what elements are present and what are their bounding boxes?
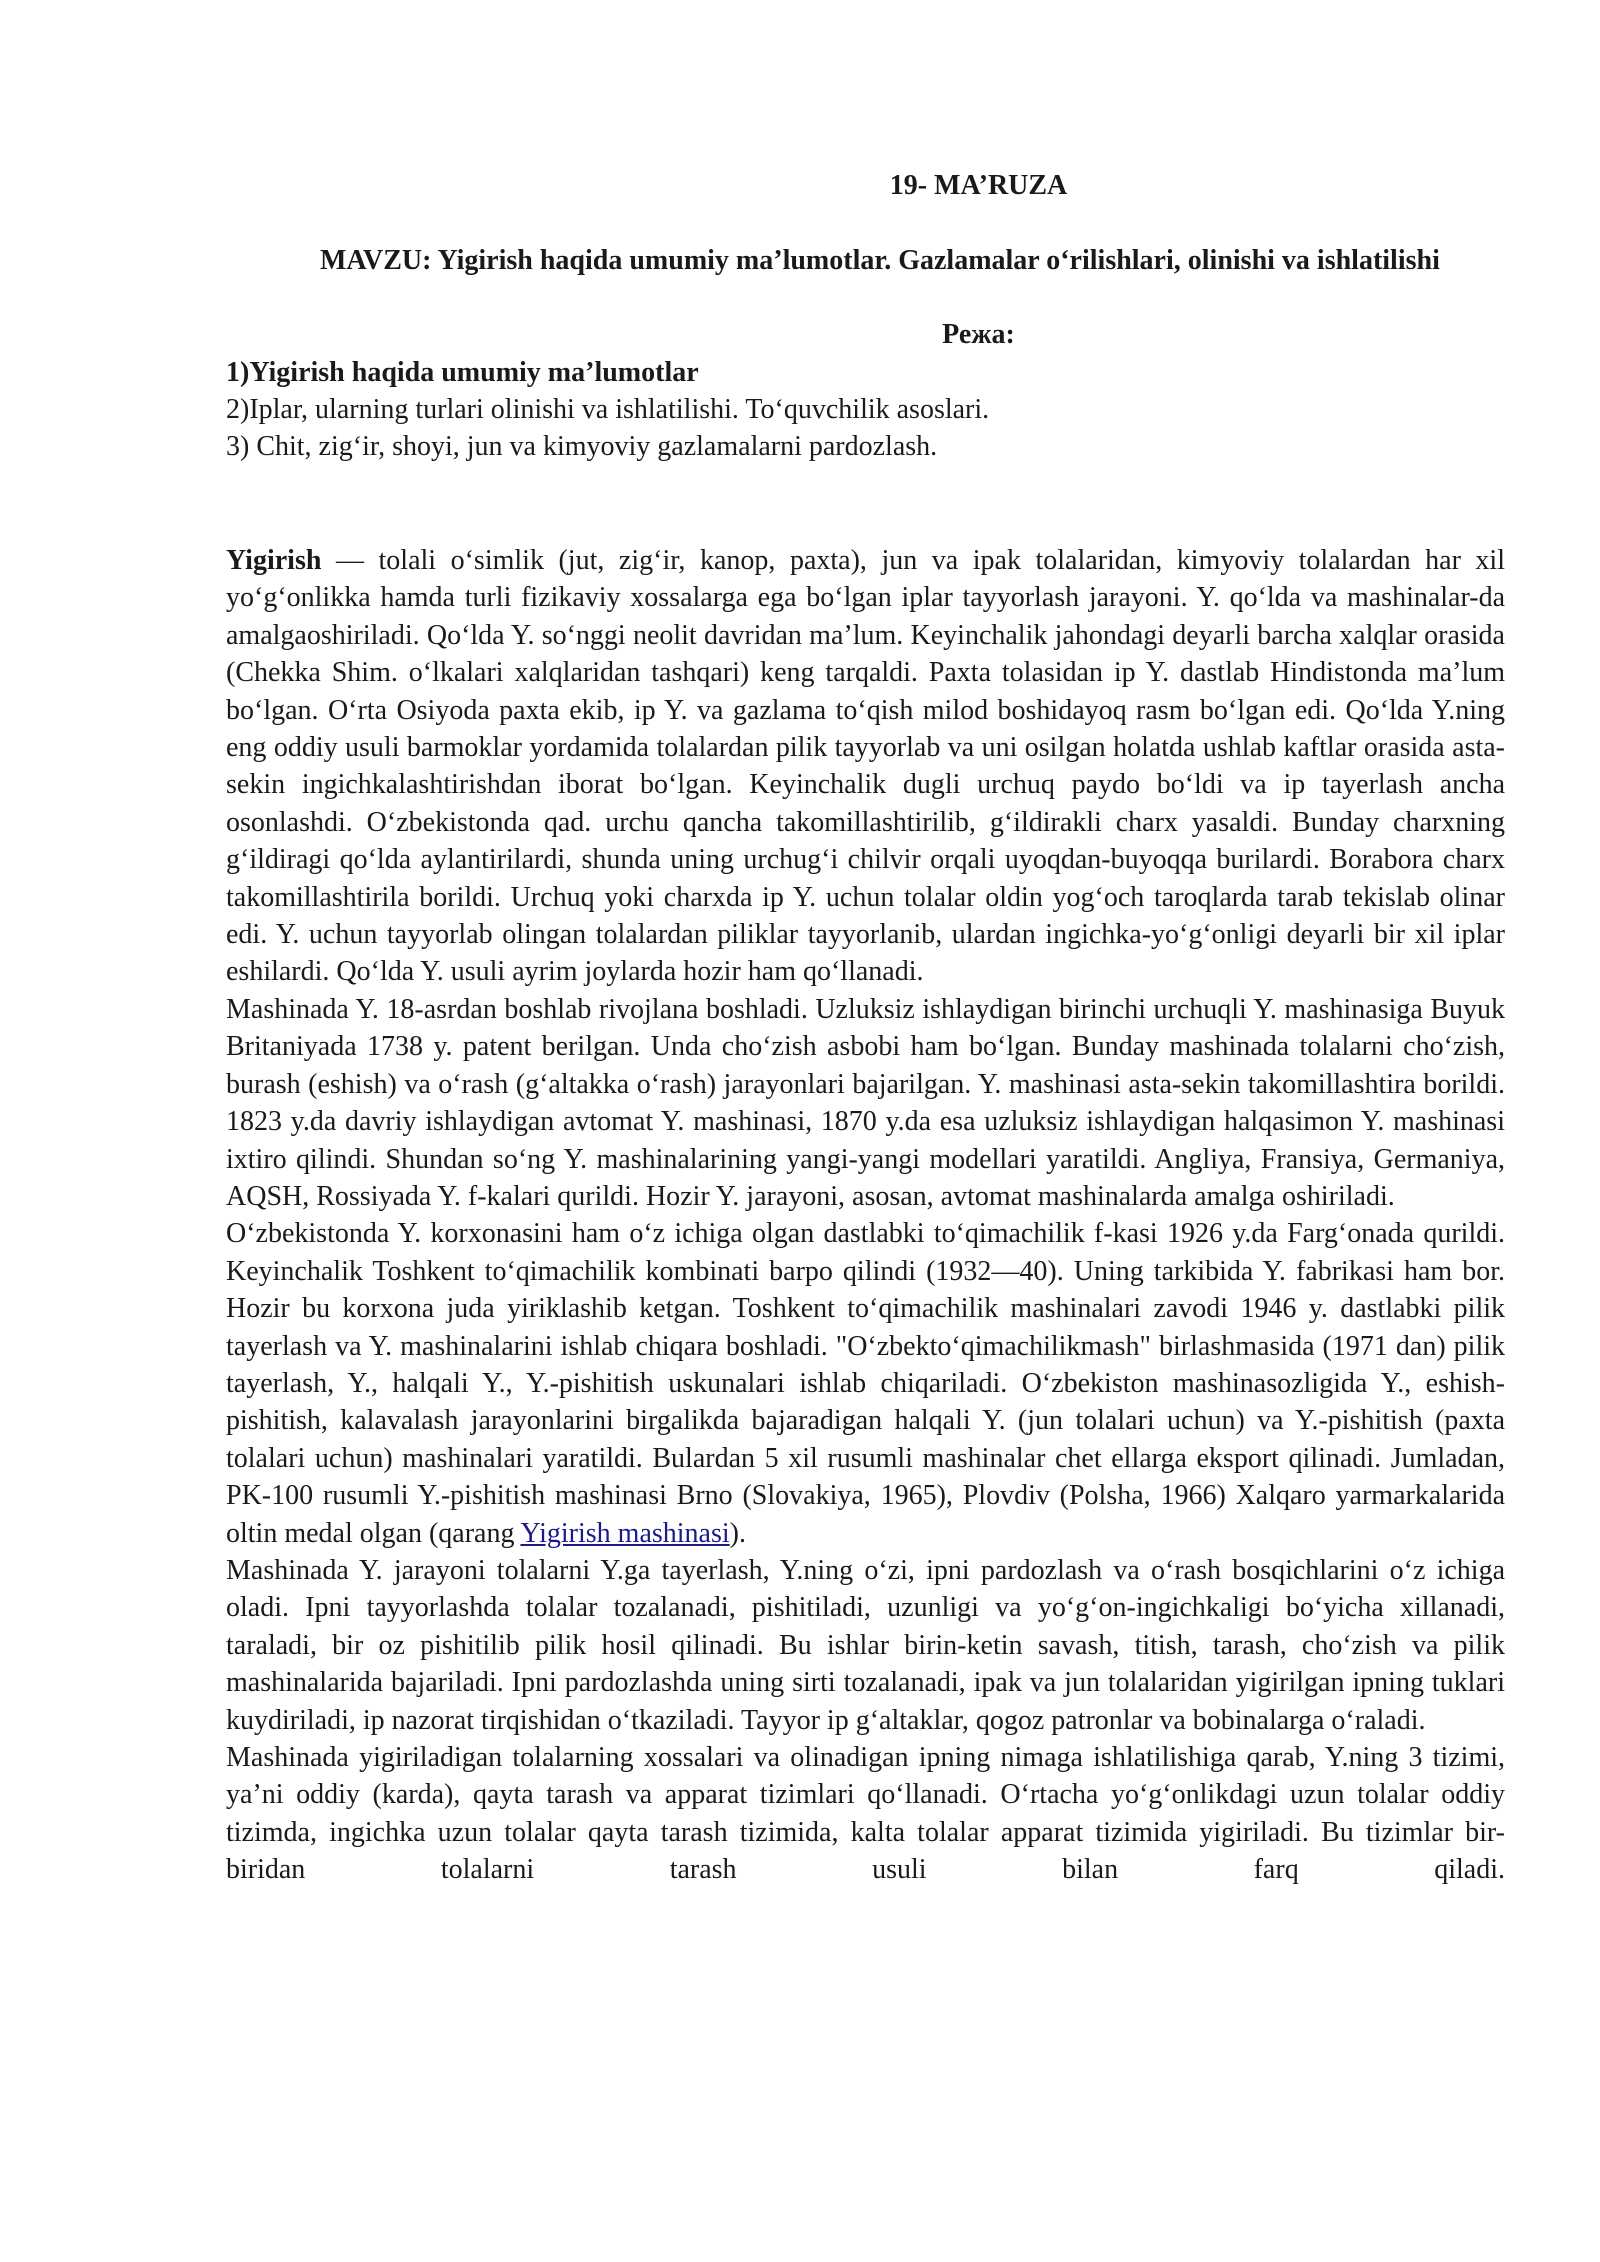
paragraph-intro-text: — tolali o‘simlik (jut, zig‘ir, kanop, paxta), jun va ipak tolalaridan, kimyoviy tolalardan har xil yo‘g‘onlikka hamda turli fizikaviy xossalarga ega bo‘lgan iplar tayyorlash jarayoni. Y. qo‘lda va mashinalar-da amalgaoshiriladi. Qo‘lda Y. so‘nggi neolit davridan ma’lum. Keyinchalik jahondagi deyarli barcha xalqlar orasida (Chekka Shim. o‘lkalari xalqlaridan tashqari) keng tarqaldi. Paxta tolasidan ip Y. dastlab Hindistonda ma’lum bo‘lgan. O‘rta Osiyoda paxta ekib, ip Y. va gazlama to‘qish milod boshidayoq rasm bo‘lgan edi. Qo‘lda Y.ning eng oddiy usuli barmoklar yordamida tolalardan pilik tayyorlab va uni osilgan holatda ushlab kaftlar orasida asta-sekin ingichkalashtirishdan iborat bo‘lgan. Keyinchalik dugli urchuq paydo bo‘ldi va ip tayerlash ancha osonlashdi. O‘zbekistonda qad. urchu qancha takomillashtirilib, g‘ildirakli charx yasaldi. Bunday charxning g‘ildiragi qo‘lda aylantirilardi, shunda uning urchug‘i chilvir orqali uyoqdan-buyoqqa burilardi. Borabora charx takomillashtirila borildi. Urchuq yoki charxda ip Y. uchun tolalar oldin yog‘och taroqlarda tarab tekislab olinar edi. Y. uchun tayyorlab olingan tolalardan piliklar tayyorlanib, ulardan ingichka-yo‘g‘onligi deyarli bir xil iplar eshilardi. Qo‘lda Y. usuli ayrim joylarda hozir ham qo‘llanadi.: [226, 545, 1505, 988]
plan-item: 3) Chit, zig‘ir, shoyi, jun va kimyoviy gazlamalarni pardozlash.: [226, 431, 938, 462]
paragraph-process: Mashinada Y. jarayoni tolalarni Y.ga tayerlash, Y.ning o‘zi, ipni pardozlash va o‘rash bosqichlarini o‘z ichiga oladi. Ipni tayyorlashda tolalar tozalanadi, pishitiladi, uzunligi va yo‘g‘on-ingichkaligi bo‘yicha xillanadi, taraladi, bir oz pishitilib pilik hosil qilinadi. Bu ishlar birin-ketin savash, titish, tarash, cho‘zish va pilik mashinalarida bajariladi. Ipni pardozlashda uning sirti tozalanadi, ipak va jun tolalaridan yigirilgan ipning tuklari kuydiriladi, ip nazorat tirqishidan o‘tkaziladi. Tayyor ip g‘altaklar, qogoz patronlar va bobinalarga o‘raladi.: [226, 1554, 1505, 1736]
plan-heading: Режа:: [942, 319, 1015, 350]
yigirish-mashinasi-link[interactable]: Yigirish mashinasi: [520, 1517, 730, 1549]
paragraph-uzbekistan-end: ).: [729, 1517, 746, 1549]
document-body: [226, 542, 1505, 1889]
plan-item: 1)Yigirish haqida umumiy ma’lumotlar: [226, 357, 699, 388]
plan-list: [226, 354, 1505, 465]
term-yigirish: Yigirish: [226, 545, 322, 576]
topic-heading: MAVZU: Yigirish haqida umumiy ma’lumotlar. Gazlamalar o‘rilishlari, olinishi va ishlatilishi: [320, 245, 1440, 276]
document-title: 19- MA’RUZA: [889, 170, 1068, 201]
paragraph-machine-history: Mashinada Y. 18-asrdan boshlab rivojlana boshladi. Uzluksiz ishlaydigan birinchi urchuqli Y. mashinasiga Buyuk Britaniyada 1738 y. patent berilgan. Unda cho‘zish asbobi ham bo‘lgan. Bunday mashinada tolalarni cho‘zish, burash (eshish) va o‘rash (g‘altakka o‘rash) jarayonlari bajarilgan. Y. mashinasi asta-sekin takomillashtira borildi. 1823 y.da davriy ishlaydigan avtomat Y. mashinasi, 1870 y.da esa uzluksiz ishlaydigan halqasimon Y. mashinasi ixtiro qilindi. Shundan so‘ng Y. mashinalarining yangi-yangi modellari yaratildi. Angliya, Fransiya, Germaniya, AQSH, Rossiyada Y. f-kalari qurildi. Hozir Y. jarayoni, asosan, avtomat mashinalarda amalga oshiriladi.: [226, 993, 1505, 1212]
paragraph-uzbekistan: [226, 1215, 1505, 1552]
paragraph-systems: Mashinada yigiriladigan tolalarning xossalari va olinadigan ipning nimaga ishlatilishiga qarab, Y.ning 3 tizimi, ya’ni oddiy (karda), qayta tarash va apparat tizimlari qo‘llanadi. O‘rtacha yo‘g‘onlikdagi uzun tolalar oddiy tizimda, ingichka uzun tolalar qayta tarash tizimida, kalta tolalar apparat tizimida yigiriladi. Bu tizimlar bir-biridan tolalarni tarash usuli bilan farq qiladi.: [226, 1742, 1505, 1886]
paragraph-intro: [226, 542, 1505, 991]
plan-item: 2)Iplar, ularning turlari olinishi va ishlatilishi. To‘quvchilik asoslari.: [226, 394, 990, 425]
paragraph-uzbekistan-text: O‘zbekistonda Y. korxonasini ham o‘z ichiga olgan dastlabki to‘qimachilik f-kasi 1926 y.da Farg‘onada qurildi. Keyinchalik Toshkent to‘qimachilik kombinati barpo qilindi (1932—40). Uning tarkibida Y. fabrikasi ham bor. Hozir bu korxona juda yiriklashib ketgan. Toshkent to‘qimachilik mashinalari zavodi 1946 y. dastlabki pilik tayerlash va Y. mashinalarini ishlab chiqara boshladi. "O‘zbekto‘qimachilikmash" birlashmasida (1971 dan) pilik tayerlash, Y., halqali Y., Y.-pishitish uskunalari ishlab chiqariladi. O‘zbekiston mashinasozligida Y., eshish-pishitish, kalavalash jarayonlarini birgalikda bajaradigan halqali Y. (jun tolalari uchun) va Y.-pishitish (paxta tolalari uchun) mashinalari yaratildi. Bulardan 5 xil rusumli mashinalar chet ellarga eksport qilinadi. Jumladan, PK-100 rusumli Y.-pishitish mashinasi Brno (Slovakiya, 1965), Plovdiv (Polsha, 1966) Xalqaro yarmarkalarida oltin medal olgan (qarang: [226, 1218, 1505, 1549]
